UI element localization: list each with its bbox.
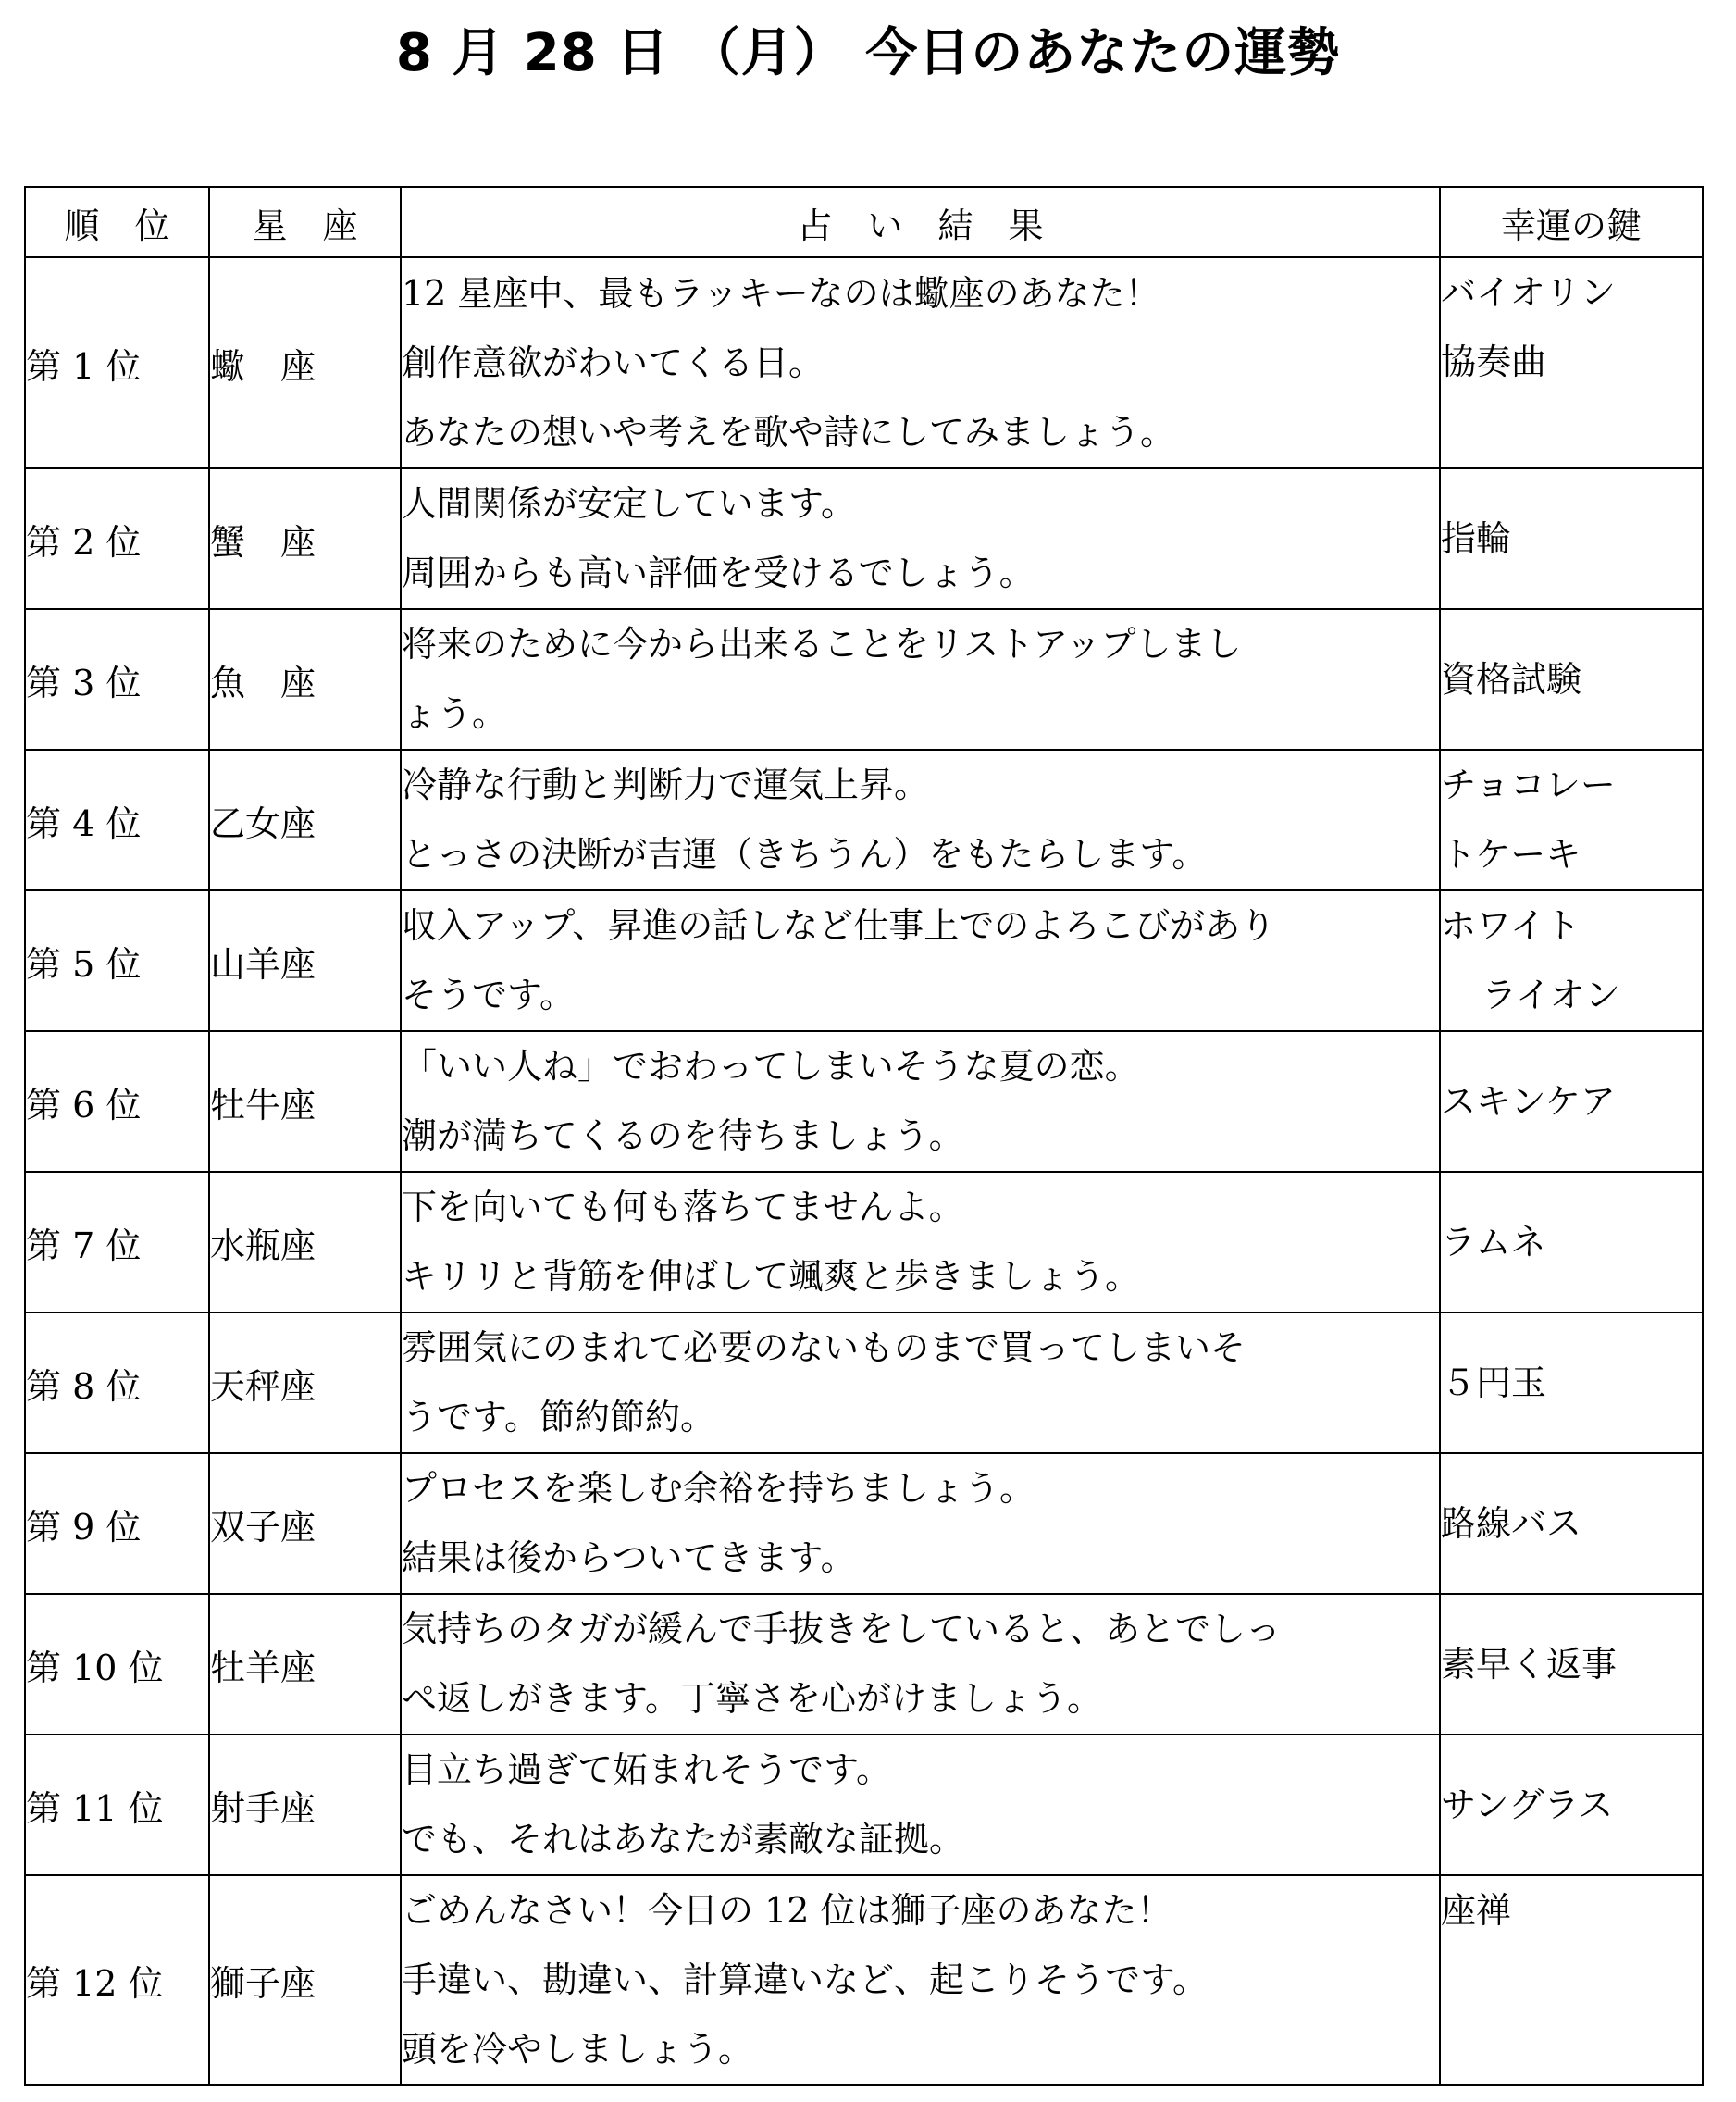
sign-cell: 蟹 座 <box>209 468 401 609</box>
table-row <box>25 1453 1703 1594</box>
result-line: 下を向いても何も落ちてませんよ。 <box>402 1187 964 1227</box>
key-cell <box>1440 609 1703 750</box>
result-line: そうです。 <box>402 975 575 1015</box>
key-line: サングラス <box>1441 1784 1614 1825</box>
sign-cell: 射手座 <box>209 1735 401 1875</box>
sign-cell: 獅子座 <box>209 1875 401 2085</box>
sign-cell: 牡牛座 <box>209 1031 401 1172</box>
rank-cell: 第 3 位 <box>25 609 209 750</box>
table-row <box>25 1875 1703 2085</box>
result-line: 頭を冷やしましょう。 <box>402 2029 754 2070</box>
result-line: 雰囲気にのまれて必要のないものまで買ってしまいそ <box>402 1327 1246 1368</box>
rank-cell: 第 7 位 <box>25 1172 209 1312</box>
rank-cell: 第 1 位 <box>25 257 209 468</box>
table-row <box>25 468 1703 609</box>
sign-cell: 乙女座 <box>209 750 401 890</box>
rank-cell: 第 8 位 <box>25 1312 209 1453</box>
key-cell <box>1440 468 1703 609</box>
rank-cell: 第 11 位 <box>25 1735 209 1875</box>
key-line: チョコレー <box>1441 765 1616 805</box>
result-line: ぺ返しがきます。丁寧さを心がけましょう。 <box>402 1678 1102 1719</box>
table-row <box>25 1735 1703 1875</box>
result-line: 12 星座中、最もラッキーなのは蠍座のあなた！ <box>402 272 1160 314</box>
sign-cell: 双子座 <box>209 1453 401 1594</box>
result-line: 手違い、勘違い、計算違いなど、起こりそうです。 <box>402 1959 1208 2000</box>
table-row <box>25 1031 1703 1172</box>
key-line: 協奏曲 <box>1441 342 1547 382</box>
result-line: 結果は後からついてきます。 <box>402 1537 856 1578</box>
sign-cell: 牡羊座 <box>209 1594 401 1735</box>
header-key: 幸運の鍵 <box>1440 187 1703 257</box>
result-cell <box>401 468 1440 609</box>
result-cell <box>401 1594 1440 1735</box>
result-line: ょう。 <box>402 693 508 734</box>
sign-cell: 山羊座 <box>209 890 401 1031</box>
key-line: トケーキ <box>1441 834 1581 875</box>
table-row <box>25 1172 1703 1312</box>
result-line: 目立ち過ぎて妬まれそうです。 <box>402 1749 891 1790</box>
rank-cell: 第 12 位 <box>25 1875 209 2085</box>
key-line: 指輪 <box>1441 517 1512 559</box>
key-line: ラムネ <box>1441 1221 1546 1262</box>
result-cell <box>401 890 1440 1031</box>
key-line: バイオリン <box>1441 272 1616 313</box>
key-line: 資格試験 <box>1441 658 1582 700</box>
result-line: プロセスを楽しむ余裕を持ちましょう。 <box>402 1468 1035 1509</box>
result-line: とっさの決断が吉運（きちうん）をもたらします。 <box>402 834 1208 875</box>
key-cell <box>1440 1735 1703 1875</box>
table-header-row <box>25 187 1703 257</box>
result-line: 気持ちのタガが緩んで手抜きをしていると、あとでしっ <box>402 1609 1282 1649</box>
result-line: 創作意欲がわいてくる日。 <box>402 342 825 383</box>
result-line: 人間関係が安定しています。 <box>402 483 856 524</box>
key-line: ホワイト <box>1441 905 1581 946</box>
result-line: 潮が満ちてくるのを待ちましょう。 <box>402 1115 964 1156</box>
key-line: 素早く返事 <box>1441 1643 1618 1685</box>
result-line: キリリと背筋を伸ばして颯爽と歩きましょう。 <box>402 1256 1141 1297</box>
sign-cell: 天秤座 <box>209 1312 401 1453</box>
key-cell <box>1440 1875 1703 2085</box>
table-row <box>25 609 1703 750</box>
result-line: 冷静な行動と判断力で運気上昇。 <box>402 765 930 805</box>
key-line: ライオン <box>1482 975 1620 1015</box>
key-cell <box>1440 750 1703 890</box>
sign-cell: 水瓶座 <box>209 1172 401 1312</box>
table-row <box>25 1594 1703 1735</box>
key-line: 路線バス <box>1441 1502 1582 1544</box>
header-sign: 星 座 <box>209 187 401 257</box>
table-row <box>25 750 1703 890</box>
key-cell <box>1440 1594 1703 1735</box>
rank-cell: 第 6 位 <box>25 1031 209 1172</box>
key-cell <box>1440 257 1703 468</box>
result-cell <box>401 257 1440 468</box>
result-cell <box>401 1735 1440 1875</box>
result-line: 将来のために今から出来ることをリストアップしまし <box>402 624 1242 665</box>
result-line: 「いい人ね」でおわってしまいそうな夏の恋。 <box>402 1046 1140 1087</box>
rank-cell: 第 2 位 <box>25 468 209 609</box>
result-cell <box>401 1312 1440 1453</box>
result-cell <box>401 1875 1440 2085</box>
rank-cell: 第 10 位 <box>25 1594 209 1735</box>
rank-cell: 第 9 位 <box>25 1453 209 1594</box>
result-cell <box>401 750 1440 890</box>
result-cell <box>401 609 1440 750</box>
result-line: うです。節約節約。 <box>402 1397 715 1437</box>
key-cell <box>1440 1172 1703 1312</box>
page-title: 8 月 28 日 （月） 今日のあなたの運勢 <box>395 23 1341 83</box>
result-line: ごめんなさい！今日の 12 位は獅子座のあなた！ <box>402 1890 1172 1931</box>
fortune-table <box>24 186 1704 2086</box>
key-cell <box>1440 1031 1703 1172</box>
table-row <box>25 890 1703 1031</box>
rank-cell: 第 5 位 <box>25 890 209 1031</box>
header-result: 占 い 結 果 <box>401 187 1440 257</box>
key-cell <box>1440 890 1703 1031</box>
sign-cell: 魚 座 <box>209 609 401 750</box>
result-cell <box>401 1031 1440 1172</box>
key-line: 座禅 <box>1441 1890 1512 1931</box>
result-cell <box>401 1172 1440 1312</box>
key-cell <box>1440 1453 1703 1594</box>
result-line: でも、それはあなたが素敵な証拠。 <box>402 1819 965 1859</box>
result-line: 収入アップ、昇進の話しなど仕事上でのよろこびがあり <box>402 905 1276 946</box>
key-line: ５円玉 <box>1441 1362 1547 1403</box>
sign-cell: 蠍 座 <box>209 257 401 468</box>
header-rank: 順 位 <box>25 187 209 257</box>
key-cell <box>1440 1312 1703 1453</box>
table-row <box>25 1312 1703 1453</box>
table-row <box>25 257 1703 468</box>
result-line: あなたの想いや考えを歌や詩にしてみましょう。 <box>402 411 1176 453</box>
rank-cell: 第 4 位 <box>25 750 209 890</box>
result-cell <box>401 1453 1440 1594</box>
result-line: 周囲からも高い評価を受けるでしょう。 <box>402 553 1035 593</box>
key-line: スキンケア <box>1441 1080 1616 1122</box>
